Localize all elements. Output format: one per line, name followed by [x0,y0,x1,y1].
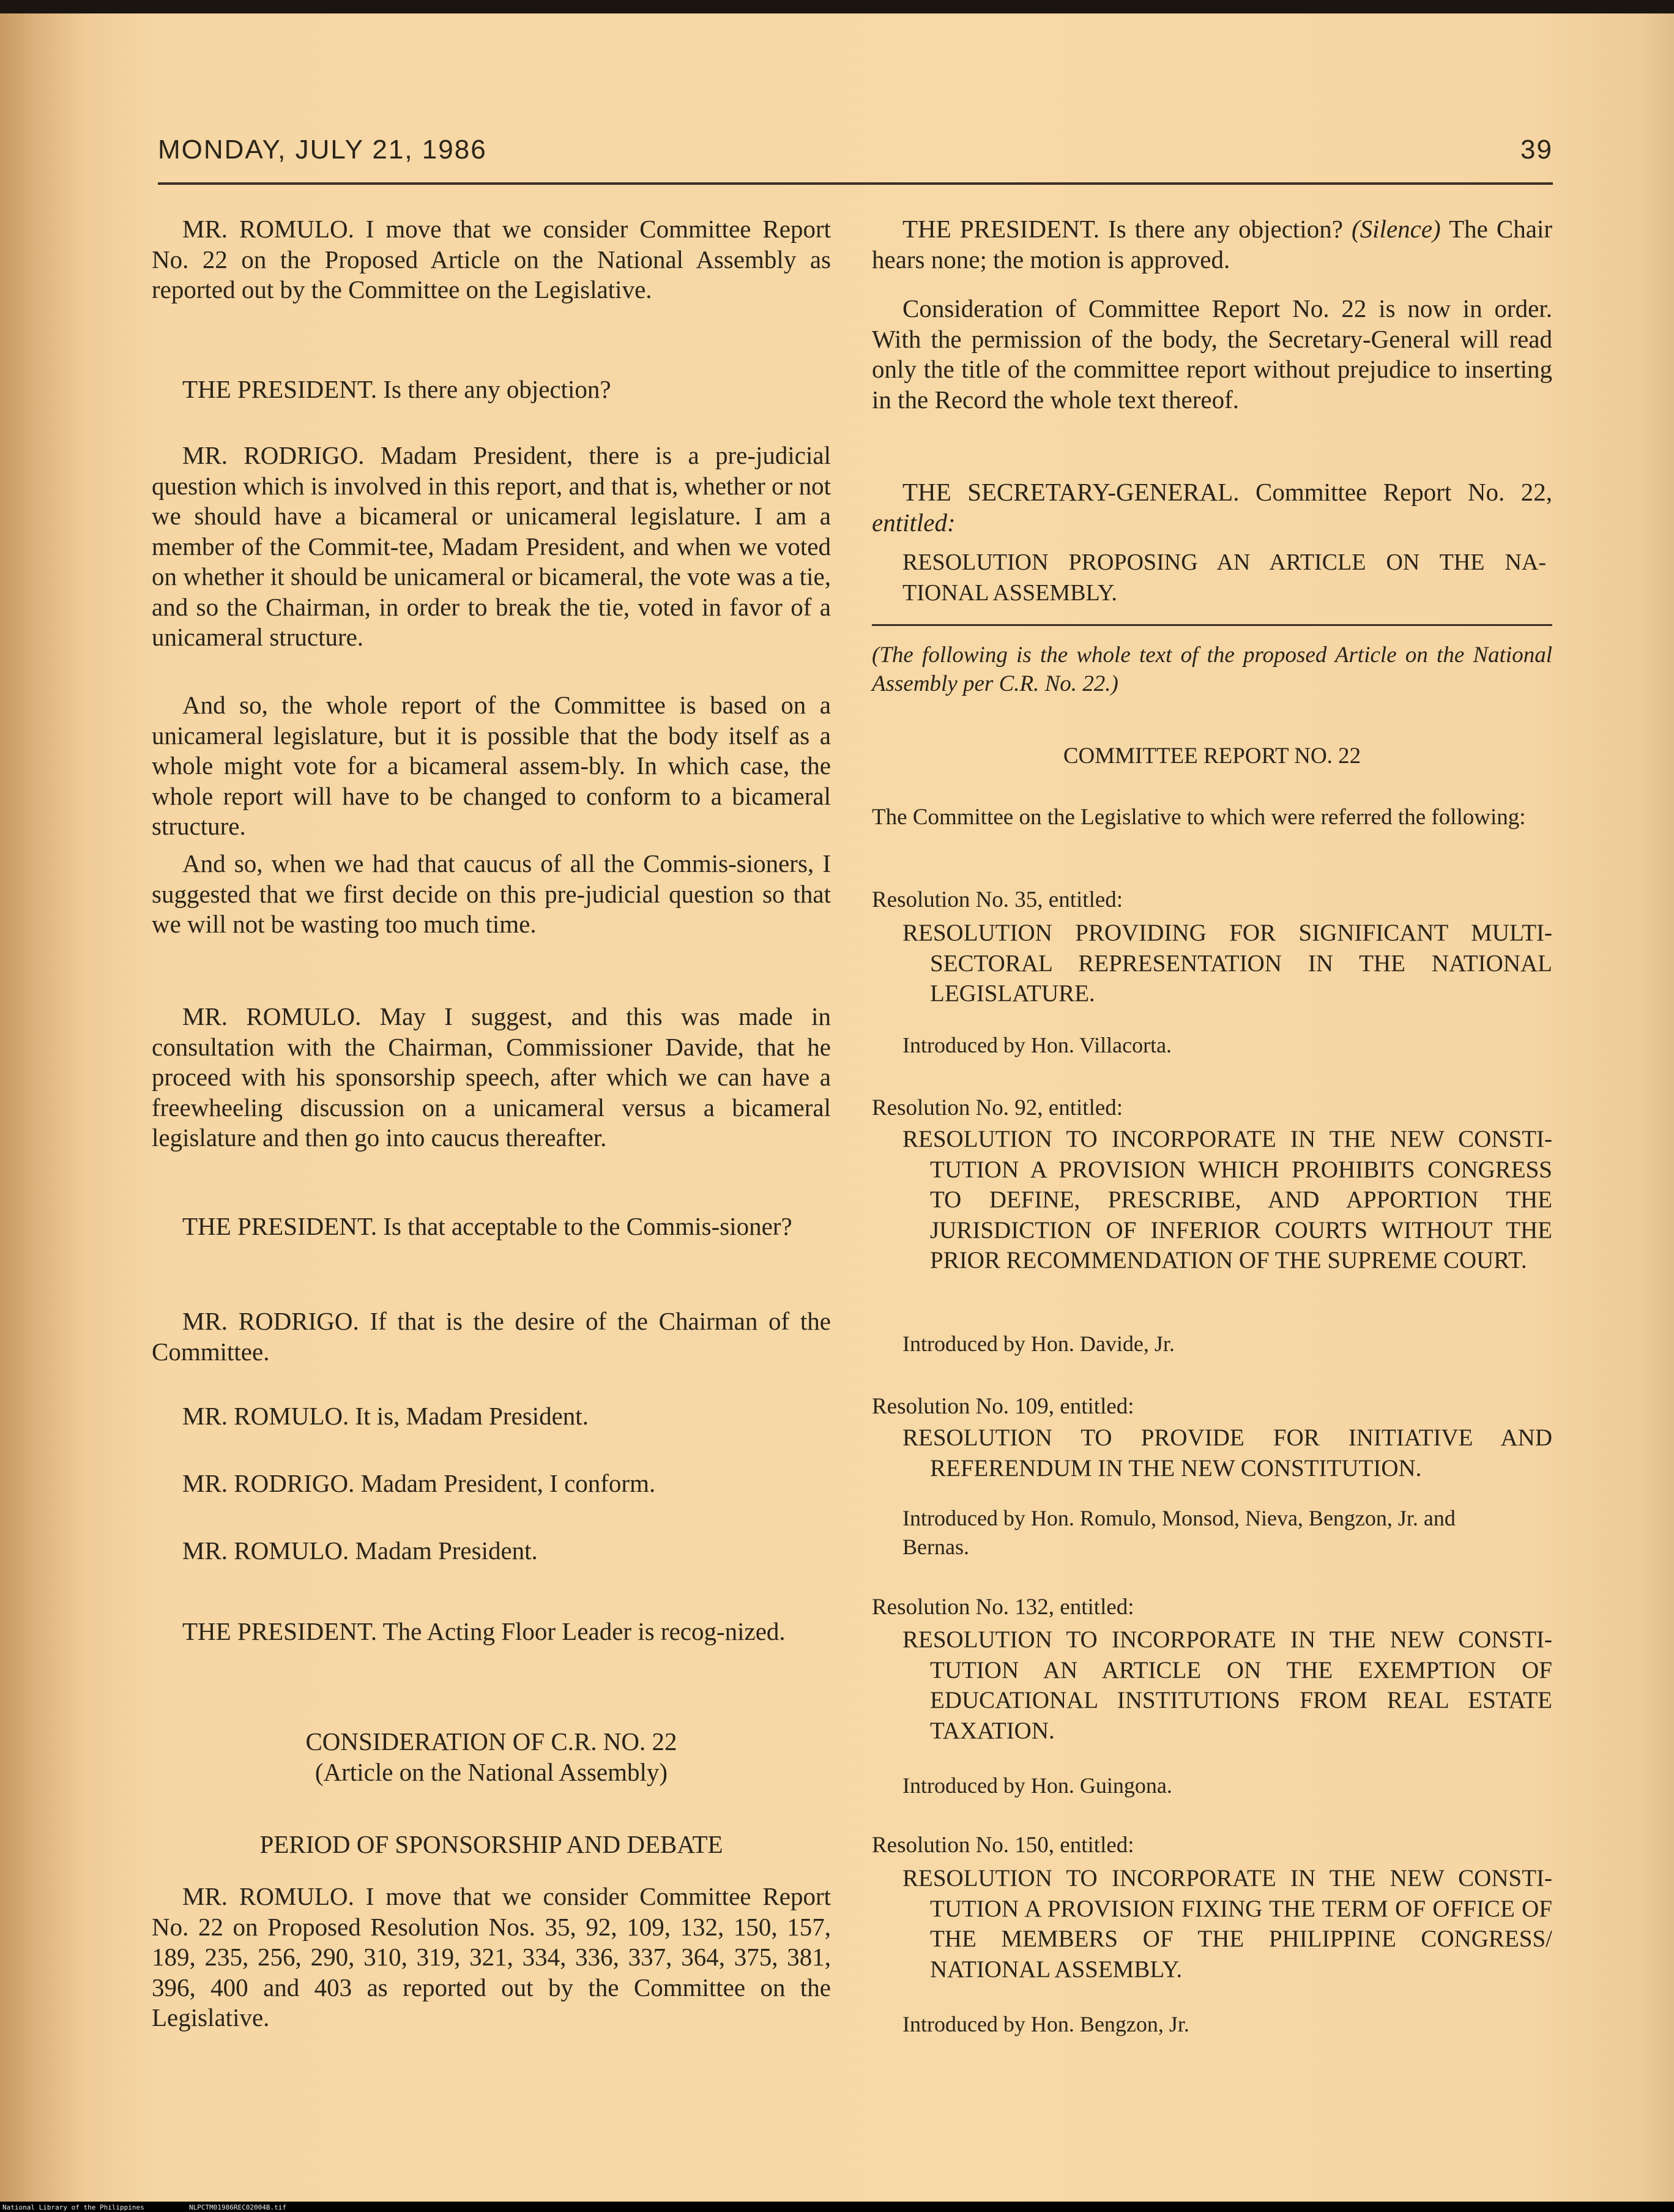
resolution-title: RESOLUTION PROVIDING FOR SIGNIFICANT MULTI-SECTORAL REPRESENTATION IN THE NATIONAL LEGISLATURE. [902,920,1552,1007]
right-paragraph: THE PRESIDENT. Is there any objection? (Silence) The Chair hears none; the motion is approved. [872,215,1553,274]
page-header [158,135,1553,184]
resolution-introducer: Introduced by Hon. Romulo, Monsod, Nieva, Bengzon, Jr. and Bernas. [902,1506,1456,1559]
section-subheading: (Article on the National Assembly) [314,1758,668,1786]
resolution-title: RESOLUTION TO PROVIDE FOR INITIATIVE AND REFERENDUM IN THE NEW CONSTITUTION. [902,1424,1552,1481]
resolution-introducer: Introduced by Hon. Bengzon, Jr. [902,2012,1189,2036]
left-paragraph: THE PRESIDENT. Is there any objection? [182,375,611,403]
left-paragraph: MR. ROMULO. I move that we consider Committee Report No. 22 on the Proposed Article on the National Assembly as reported out by the Committee on the Legislative. [152,215,831,303]
header-rule [158,182,1553,185]
resolution-label: Resolution No. 35, entitled: [872,887,1123,912]
committee-report-heading: COMMITTEE REPORT NO. 22 [1063,743,1361,769]
resolution-introducer: Introduced by Hon. Villacorta. [902,1033,1172,1057]
scan-top-edge [0,0,1674,13]
left-paragraph: MR. ROMULO. It is, Madam President. [182,1402,589,1430]
resolution-label: Resolution No. 132, entitled: [872,1595,1134,1620]
left-paragraph: MR. ROMULO. Madam President. [182,1536,538,1565]
resolution-introducer: Introduced by Hon. Guingona. [902,1773,1172,1798]
left-paragraph: MR. RODRIGO. If that is the desire of the Chairman of the Committee. [152,1307,831,1366]
resolution-title: RESOLUTION TO INCORPORATE IN THE NEW CONSTI-TUTION A PROVISION FIXING THE TERM OF OFFICE OF THE MEMBERS OF THE PHILIPPINE CONGRESS/ NATIONAL ASSEMBLY. [902,1865,1552,1983]
left-paragraph: THE PRESIDENT. Is that acceptable to the Commis-sioner? [182,1212,792,1240]
right-paragraph: THE SECRETARY-GENERAL. Committee Report No. 22, entitled: [872,478,1552,537]
resolution-title: RESOLUTION PROPOSING AN ARTICLE ON THE NA-TIONAL ASSEMBLY. [902,549,1546,606]
footer-filename: NLPCTM01986REC02004B.tif [189,2203,286,2211]
page-number: 39 [1520,135,1553,165]
scan-footer [2,2203,1674,2212]
right-paragraph: Consideration of Committee Report No. 22 is now in order. With the permission of the body, the Secretary-General will read only the title of the committee report without prejudice to inserting in the Record the whole text thereof. [872,294,1552,414]
left-paragraph: And so, the whole report of the Committee is based on a unicameral legislature, but it is possible that the body itself as a whole might vote for a bicameral assem-bly. In which case, the whole report will have to be changed to conform to a bicameral structure. [152,691,831,840]
section-heading: PERIOD OF SPONSORSHIP AND DEBATE [259,1830,723,1858]
left-paragraph: And so, when we had that caucus of all the Commis-sioners, I suggested that we first decide on this pre-judicial question so that we will not be wasting too much time. [152,849,831,938]
resolution-title: RESOLUTION TO INCORPORATE IN THE NEW CONSTI-TUTION AN ARTICLE ON THE EXEMPTION OF EDUCATIONAL INSTITUTIONS FROM REAL ESTATE TAXATION. [902,1626,1552,1744]
left-paragraph: MR. ROMULO. I move that we consider Committee Report No. 22 on Proposed Resolution Nos. 35, 92, 109, 132, 150, 157, 189, 235, 256, 290, 310, 319, 321, 334, 336, 337, 364, 375, 381, 396, 400 and 403 as reported out by the Committee on the Legislative. [152,1882,831,2031]
footer-library: National Library of the Philippines [2,2203,144,2211]
resolution-introducer: Introduced by Hon. Davide, Jr. [902,1331,1175,1356]
left-paragraph: THE PRESIDENT. The Acting Floor Leader is recog-nized. [182,1617,786,1645]
resolution-label: Resolution No. 150, entitled: [872,1833,1134,1858]
editorial-note: (The following is the whole text of the proposed Article on the National Assembly per C.R. No. 22.) [872,642,1552,696]
left-paragraph: MR. RODRIGO. Madam President, I conform. [182,1469,656,1497]
resolution-label: Resolution No. 109, entitled: [872,1394,1134,1419]
resolution-title: RESOLUTION TO INCORPORATE IN THE NEW CONSTI-TUTION A PROVISION WHICH PROHIBITS CONGRESS TO DEFINE, PRESCRIBE, AND APPORTION THE JURISDICTION OF INFERIOR COURTS WITHOUT THE PRIOR RECOMMENDATION OF THE SUPREME COURT. [902,1126,1552,1273]
left-paragraph: MR. ROMULO. May I suggest, and this was made in consultation with the Chairman, Commissioner Davide, that he proceed with his sponsorship speech, after which we can have a freewheeling discussion on a unicameral versus a bicameral legislature and then go into caucus thereafter. [152,1002,831,1152]
section-rule [872,624,1552,626]
left-paragraph: MR. RODRIGO. Madam President, there is a pre-judicial question which is involved in this report, and that is, whether or not we should have a bicameral or unicameral legislature. I am a member of the Commit-tee, Madam President, and when we voted on whether it should be unicameral or bicameral, the vote was a tie, and so the Chairman, in order to break the tie, voted in favor of a unicameral structure. [152,441,831,651]
resolution-label: Resolution No. 92, entitled: [872,1095,1123,1120]
committee-report-intro: The Committee on the Legislative to which were referred the following: [872,805,1526,830]
section-heading: CONSIDERATION OF C.R. NO. 22 [305,1727,677,1756]
header-date: MONDAY, JULY 21, 1986 [158,135,487,165]
